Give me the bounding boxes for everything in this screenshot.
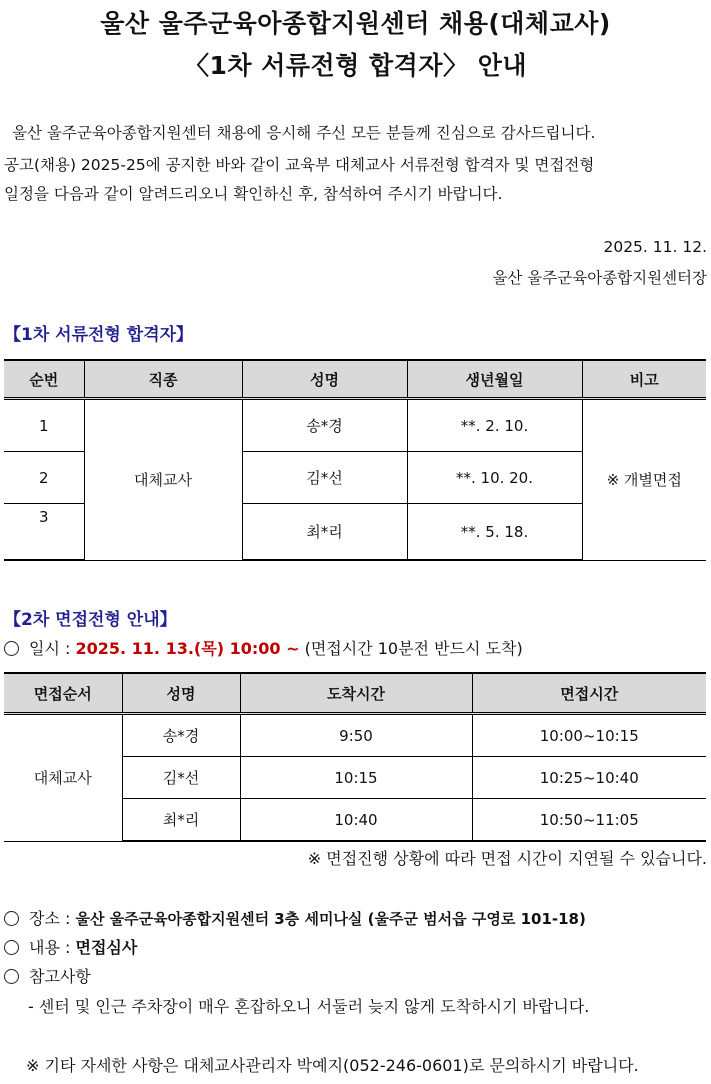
- announcement-date: 2025. 11. 12.: [603, 238, 707, 256]
- column-header: 비고: [582, 360, 706, 399]
- place-value: 울산 울주군육아종합지원센터 3층 세미나실 (울주군 범서읍 구영로 101-18): [75, 910, 586, 928]
- table-header-row: [4, 360, 706, 399]
- intro-line-1: 울산 울주군육아종합지원센터 채용에 응시해 주신 모든 분들께 진심으로 감사드립니다.: [12, 124, 596, 142]
- interview-time-cell: 10:50~11:05: [472, 799, 706, 842]
- column-header: 면접순서: [4, 673, 122, 714]
- table-header-row: [4, 673, 706, 714]
- column-header: 도착시간: [240, 673, 472, 714]
- reference-label: 참고사항: [29, 967, 91, 986]
- column-header: 면접시간: [472, 673, 706, 714]
- section2-heading: 【2차 면접전형 안내】: [4, 610, 177, 630]
- name-cell: 최*리: [122, 799, 240, 842]
- interview-datetime: [4, 636, 523, 659]
- group-cell: 대체교사: [4, 714, 122, 842]
- circle-bullet-icon: [4, 969, 19, 984]
- name-cell: 최*리: [242, 504, 407, 561]
- content-line: [4, 935, 137, 958]
- content-value: 면접심사: [75, 938, 138, 957]
- intro-line-2: 공고(채용) 2025-25에 공지한 바와 같이 교육부 대체교사 서류전형 합격자 및 면접전형: [4, 156, 595, 174]
- interview-time-cell: 10:00~10:15: [472, 714, 706, 757]
- job-type-cell: 대체교사: [84, 399, 242, 561]
- circle-bullet-icon: [4, 641, 19, 656]
- signature-org: 울산 울주군육아종합지원센터장: [492, 269, 707, 287]
- page-title: 울산 울주군육아종합지원센터 채용(대체교사): [100, 9, 611, 38]
- circle-bullet-icon: [4, 911, 19, 926]
- arrival-time-cell: 9:50: [240, 714, 472, 757]
- row-number: 1: [4, 399, 84, 452]
- table-row: [4, 399, 706, 452]
- content-label: 내용 :: [29, 938, 76, 957]
- name-cell: 김*선: [122, 757, 240, 799]
- column-header: 순번: [4, 360, 84, 399]
- arrival-time-cell: 10:15: [240, 757, 472, 799]
- reference-item: - 센터 및 인근 주차장이 매우 혼잡하오니 서둘러 늦지 않게 도착하시기 바랍니다.: [28, 997, 590, 1016]
- footer-contact-note: ※ 기타 자세한 사항은 대체교사관리자 박예지(052-246-0601)로 문의하시기 바랍니다.: [26, 1056, 639, 1075]
- column-header: 생년월일: [407, 360, 582, 399]
- place-line: [4, 906, 586, 929]
- arrival-time-cell: 10:40: [240, 799, 472, 842]
- name-cell: 김*선: [242, 452, 407, 504]
- document-pass-table: [4, 359, 706, 561]
- page-subtitle: 〈1차 서류전형 합격자〉 안내: [183, 51, 527, 80]
- datetime-note: (면접시간 10분전 반드시 도착): [299, 639, 523, 658]
- interview-schedule-table: [4, 672, 706, 842]
- name-cell: 송*경: [122, 714, 240, 757]
- birth-cell: **. 10. 20.: [407, 452, 582, 504]
- row-number: 3: [4, 504, 84, 561]
- birth-cell: **. 5. 18.: [407, 504, 582, 561]
- name-cell: 송*경: [242, 399, 407, 452]
- circle-bullet-icon: [4, 940, 19, 955]
- birth-cell: **. 2. 10.: [407, 399, 582, 452]
- column-header: 성명: [122, 673, 240, 714]
- reference-line: [4, 964, 91, 987]
- column-header: 직종: [84, 360, 242, 399]
- table-row: [4, 714, 706, 757]
- datetime-value: 2025. 11. 13.(목) 10:00 ~: [75, 639, 300, 658]
- delay-note: ※ 면접진행 상황에 따라 면접 시간이 지연될 수 있습니다.: [307, 849, 707, 868]
- intro-line-3: 일정을 다음과 같이 알려드리오니 확인하신 후, 참석하여 주시기 바랍니다.: [4, 185, 503, 203]
- interview-time-cell: 10:25~10:40: [472, 757, 706, 799]
- column-header: 성명: [242, 360, 407, 399]
- section1-heading: 【1차 서류전형 합격자】: [4, 325, 194, 345]
- row-number: 2: [4, 452, 84, 504]
- note-cell: ※ 개별면접: [582, 399, 706, 561]
- place-label: 장소 :: [29, 909, 76, 928]
- datetime-label: 일시 :: [29, 639, 76, 658]
